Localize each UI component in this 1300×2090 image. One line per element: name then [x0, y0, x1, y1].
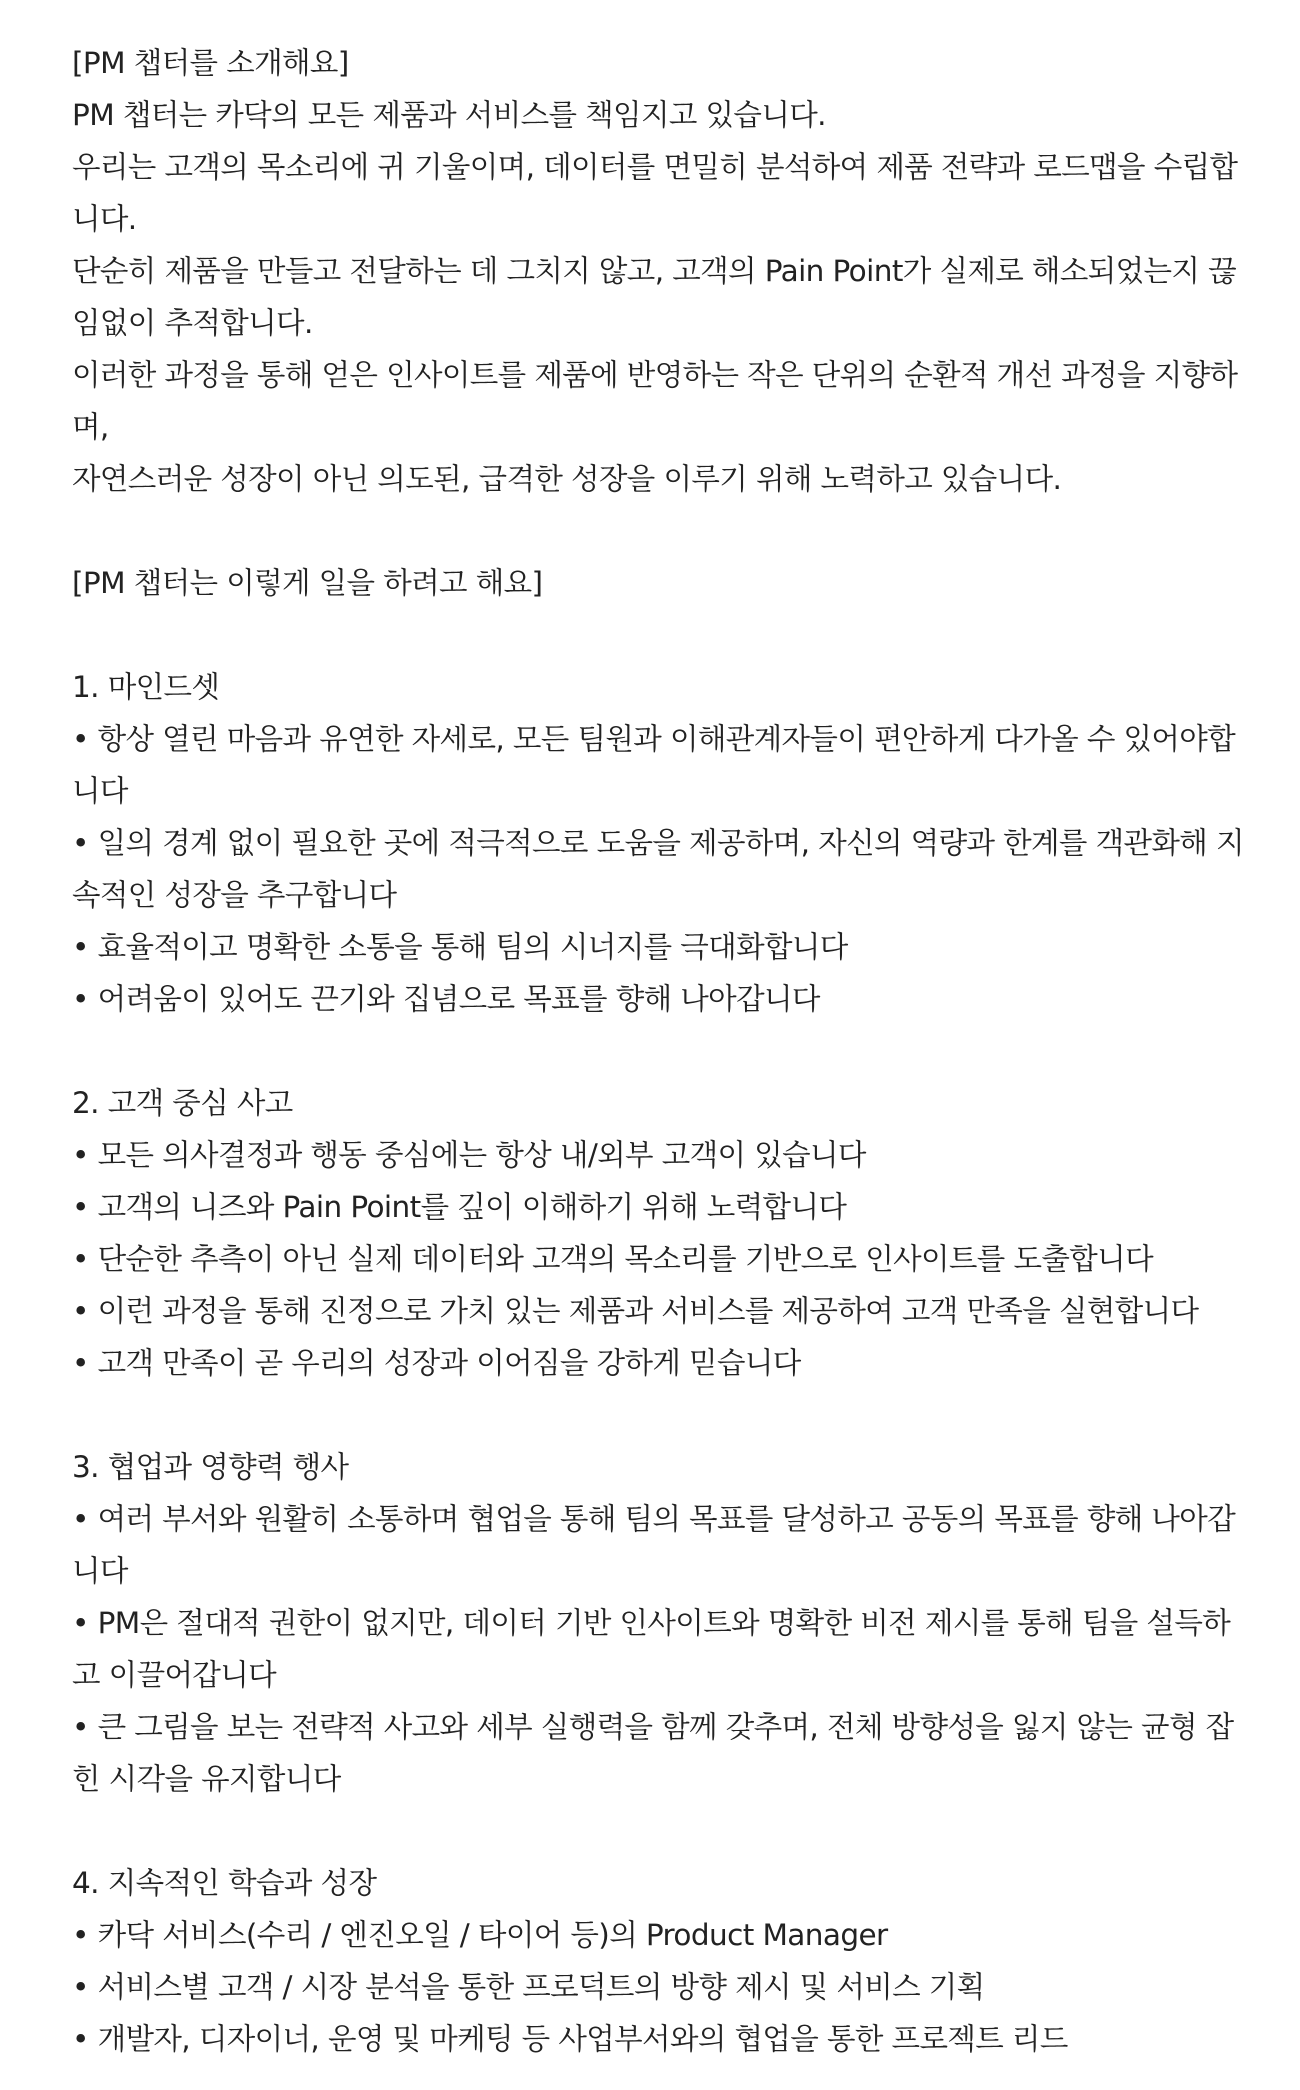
section-line: • 일의 경계 없이 필요한 곳에 적극적으로 도움을 제공하며, 자신의 역량과 한계를 객관화해 지: [72, 826, 1244, 860]
section-line: • 모든 의사결정과 행동 중심에는 항상 내/외부 고객이 있습니다: [72, 1138, 866, 1172]
section-title-collaboration: 3. 협업과 영향력 행사: [72, 1450, 349, 1484]
section-line: 니다: [72, 1554, 128, 1588]
intro-heading: [PM 챕터를 소개해요]: [72, 46, 349, 80]
section-line: • 효율적이고 명확한 소통을 통해 팀의 시너지를 극대화합니다: [72, 930, 848, 964]
spacer: [72, 1025, 1237, 1077]
section-line: • 개발자, 디자이너, 운영 및 마케팅 등 사업부서와의 협업을 통한 프로젝트 리드: [72, 2022, 1068, 2056]
section-line: • PM은 절대적 권한이 없지만, 데이터 기반 인사이트와 명확한 비전 제시를 통해 팀을 설득하: [72, 1606, 1231, 1640]
section-line: • 고객의 니즈와 Pain Point를 깊이 이해하기 위해 노력합니다: [72, 1190, 847, 1224]
intro-line: 이러한 과정을 통해 얻은 인사이트를 제품에 반영하는 작은 단위의 순환적 개선 과정을 지향하: [72, 358, 1238, 392]
section-line: • 단순한 추측이 아닌 실제 데이터와 고객의 목소리를 기반으로 인사이트를 도출합니다: [72, 1242, 1153, 1276]
document-body: [72, 37, 1244, 2065]
section-line: • 고객 만족이 곧 우리의 성장과 이어짐을 강하게 믿습니다: [72, 1346, 801, 1380]
intro-line: 니다.: [72, 202, 137, 236]
spacer: [72, 1389, 1237, 1441]
section-line: 고 이끌어갑니다: [72, 1658, 277, 1692]
section-line: • 큰 그림을 보는 전략적 사고와 세부 실행력을 함께 갖추며, 전체 방향성을 잃지 않는 균형 잡: [72, 1710, 1234, 1744]
spacer: [72, 505, 1237, 557]
section-line: 니다: [72, 774, 128, 808]
spacer: [72, 609, 1237, 661]
section-line: • 카닥 서비스(수리 / 엔진오일 / 타이어 등)의 Product Manager: [72, 1918, 888, 1952]
section-title-customer: 2. 고객 중심 사고: [72, 1086, 293, 1120]
intro-line: 단순히 제품을 만들고 전달하는 데 그치지 않고, 고객의 Pain Point가 실제로 해소되었는지 끊: [72, 254, 1236, 288]
section-line: • 항상 열린 마음과 유연한 자세로, 모든 팀원과 이해관계자들이 편안하게 다가올 수 있어야합: [72, 722, 1236, 756]
intro-line: 자연스러운 성장이 아닌 의도된, 급격한 성장을 이루기 위해 노력하고 있습니다.: [72, 462, 1062, 496]
intro-line: 며,: [72, 410, 109, 444]
intro-line: 우리는 고객의 목소리에 귀 기울이며, 데이터를 면밀히 분석하여 제품 전략과 로드맵을 수립합: [72, 150, 1238, 184]
section-line: • 어려움이 있어도 끈기와 집념으로 목표를 향해 나아갑니다: [72, 982, 820, 1016]
section-line: 속적인 성장을 추구합니다: [72, 878, 397, 912]
intro-line: 임없이 추적합니다.: [72, 306, 313, 340]
section-title-mindset: 1. 마인드셋: [72, 670, 220, 704]
section-line: • 이런 과정을 통해 진정으로 가치 있는 제품과 서비스를 제공하여 고객 만족을 실현합니다: [72, 1294, 1199, 1328]
section-line: • 서비스별 고객 / 시장 분석을 통한 프로덕트의 방향 제시 및 서비스 기획: [72, 1970, 985, 2004]
intro-line: PM 챕터는 카닥의 모든 제품과 서비스를 책임지고 있습니다.: [72, 98, 826, 132]
work-heading: [PM 챕터는 이렇게 일을 하려고 해요]: [72, 566, 543, 600]
section-line: • 여러 부서와 원활히 소통하며 협업을 통해 팀의 목표를 달성하고 공동의 목표를 향해 나아갑: [72, 1502, 1236, 1536]
spacer: [72, 1805, 1237, 1857]
section-title-learning: 4. 지속적인 학습과 성장: [72, 1866, 377, 1900]
section-line: 힌 시각을 유지합니다: [72, 1762, 341, 1796]
